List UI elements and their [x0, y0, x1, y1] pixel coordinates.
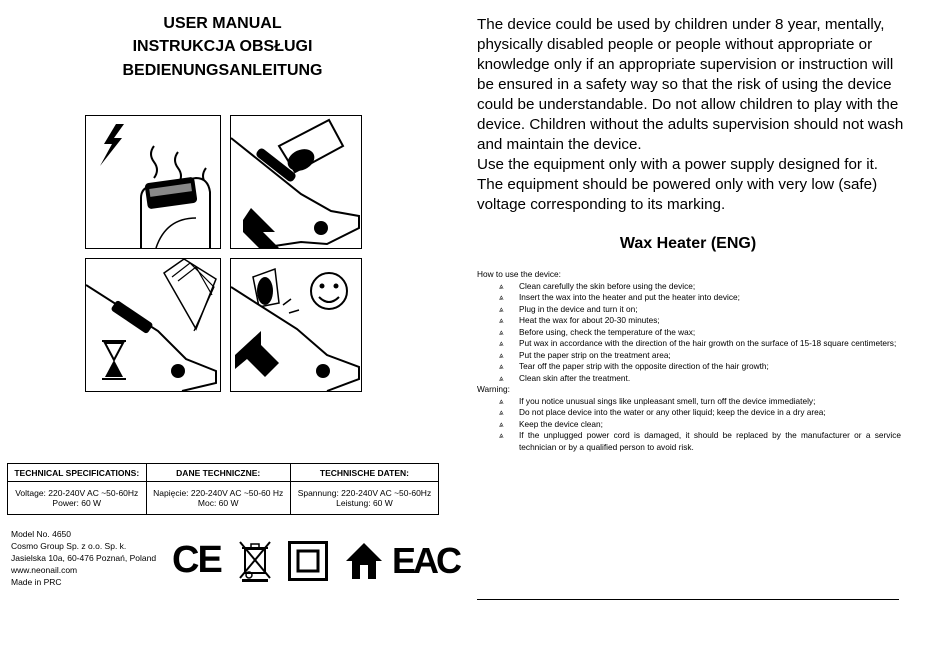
company-info [11, 528, 156, 588]
removal-drawing [231, 259, 361, 391]
applicator-drawing [231, 116, 361, 248]
list-item: ⩓ Keep the device clean; [499, 418, 603, 429]
bullet-icon: ⩓ [499, 431, 504, 440]
lightning-icon [100, 124, 124, 166]
title-instrukcja: INSTRUKCJA OBSŁUGI [132, 38, 313, 55]
bullet-icon: ⩓ [499, 304, 504, 314]
ce-mark-icon: CE [172, 539, 221, 581]
safety-intro [477, 15, 907, 215]
safety-children-paragraph: The device could be used by children under 8 year, mentally, physically disabled people or people without appropriate or knowledge only if an appropriate supervision or instruction will be ensured in a safety way so that the risk of using the device could be understandable. Do not allow children to play with the device. Children without the adults supervision should not wash and maintain the device. [477, 16, 904, 153]
strip-drawing [86, 259, 220, 391]
bullet-icon: ⩓ [499, 293, 504, 302]
bullet-icon: ⩓ [499, 373, 504, 383]
spec-cell-pl: Napięcie: 220-240V AC ~50-60 Hz Moc: 60 W [146, 482, 290, 515]
spec-header-en: TECHNICAL SPECIFICATIONS: [8, 464, 147, 482]
list-item: ⩓ Heat the wax for about 20-30 minutes; [499, 315, 660, 325]
company-address: Jasielska 10a, 60-476 Poznań, Poland [11, 553, 157, 563]
list-item: ⩓ Plug in the device and turn it on; [499, 303, 638, 314]
company-website: www.neonail.com [11, 565, 78, 575]
illustration-applying-wax [230, 115, 362, 249]
made-in: Made in PRC [11, 577, 62, 587]
illustration-paper-strip [85, 258, 221, 392]
arrow-up-left-icon [235, 331, 279, 377]
heater-steam-drawing [86, 116, 220, 248]
illustration-heating [85, 115, 221, 249]
double-insulation-icon [288, 541, 328, 581]
list-item: ⩓ Insert the wax into the heater and put the heater into device; [499, 292, 740, 302]
weee-bin-icon [238, 540, 272, 582]
bullet-icon: ⩓ [499, 396, 504, 406]
list-item: ⩓ Clean carefully the skin before using the device; [499, 280, 696, 291]
bullet-icon: ⩓ [499, 327, 504, 337]
howto-list [477, 281, 901, 385]
hourglass-icon [102, 341, 126, 379]
list-item: ⩓ Before using, check the temperature of the wax; [499, 326, 696, 337]
list-item: ⩓ Put the paper strip on the treatment area; [499, 349, 671, 360]
bullet-icon: ⩓ [499, 316, 504, 325]
list-item: ⩓ Tear off the paper strip with the opposite direction of the hair growth; [499, 361, 769, 371]
usage-instructions [477, 269, 901, 453]
section-heading: Wax Heater (ENG) [619, 235, 757, 252]
spec-cell-en: Voltage: 220-240V AC ~50-60Hz Power: 60 W [8, 482, 147, 515]
howto-label: How to use the device: [477, 269, 561, 279]
list-item: ⩓ Clean skin after the treatment. [499, 372, 631, 383]
list-item: ⩓ Do not place device into the water or any other liquid; keep the device in a dry area; [499, 407, 826, 417]
bullet-icon: ⩓ [499, 408, 504, 417]
spec-header-pl: DANE TECHNICZNE: [146, 464, 290, 482]
list-item: ⩓ If the unplugged power cord is damaged, it should be replaced by the manufacturer or a service technician or by a qualified person to avoid risk. [499, 430, 901, 452]
bullet-icon: ⩓ [499, 362, 504, 371]
safety-power-paragraph: Use the equipment only with a power supply designed for it. The equipment should be powered only with very low (safe) voltage corresponding to its marking. [477, 156, 879, 213]
bullet-icon: ⩓ [499, 419, 504, 429]
spec-cell-de: Spannung: 220-240V AC ~50-60Hz Leistung: 60 W [290, 482, 438, 515]
spec-header-de: TECHNISCHE DATEN: [290, 464, 438, 482]
list-item: ⩓ Put wax in accordance with the direction of the hair growth on the surface of 15-18 square centimeters; [499, 338, 897, 348]
warning-list [477, 396, 901, 454]
illustration-removal [230, 258, 362, 392]
title-bedienungsanleitung: BEDIENUNGSANLEITUNG [122, 62, 323, 79]
list-item: ⩓ If you notice unusual sings like unpleasant smell, turn off the device immediately; [499, 395, 816, 406]
bottom-divider [477, 599, 899, 600]
title-user-manual: USER MANUAL [163, 15, 282, 32]
indoor-use-house-icon [344, 541, 384, 581]
bullet-icon: ⩓ [499, 339, 504, 348]
smiley-icon [311, 273, 347, 309]
bullet-icon: ⩓ [499, 350, 504, 360]
model-number: Model No. 4650 [11, 529, 72, 539]
eac-mark-icon: EAC [392, 540, 460, 581]
company-name: Cosmo Group Sp. z o.o. Sp. k. [11, 541, 127, 551]
specifications-table [7, 463, 439, 515]
warning-label: Warning: [477, 384, 510, 394]
bullet-icon: ⩓ [499, 281, 504, 291]
